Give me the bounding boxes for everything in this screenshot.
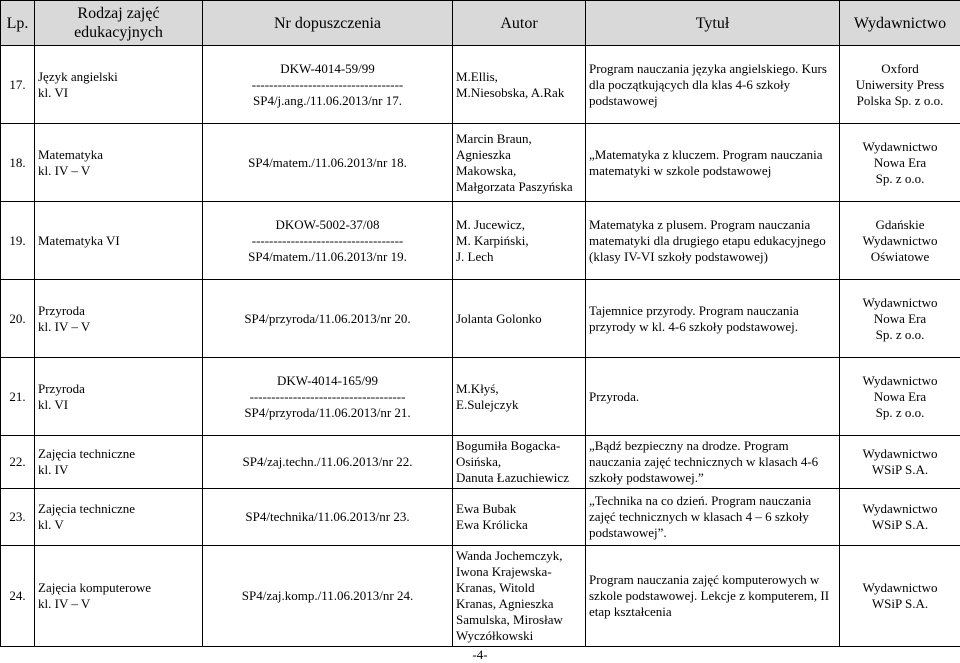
row-rodzaj: Matematyka VI bbox=[35, 202, 203, 280]
row-wydawnictwo: Wydawnictwo WSiP S.A. bbox=[840, 436, 960, 489]
header-wydawnictwo: Wydawnictwo bbox=[840, 1, 960, 46]
row-nr-dopuszczenia: SP4/zaj.komp./11.06.2013/nr 24. bbox=[203, 546, 453, 647]
row-nr-dopuszczenia: SP4/zaj.techn./11.06.2013/nr 22. bbox=[203, 436, 453, 489]
header-rodzaj: Rodzaj zajęć edukacyjnych bbox=[35, 1, 203, 46]
row-autor: Bogumiła Bogacka- Osińska, Danuta Łazuchiewicz bbox=[453, 436, 586, 489]
row-autor: Jolanta Golonko bbox=[453, 280, 586, 358]
row-autor: Ewa Bubak Ewa Królicka bbox=[453, 489, 586, 546]
row-rodzaj: Zajęcia komputerowe kl. IV – V bbox=[35, 546, 203, 647]
row-tytul: Tajemnice przyrody. Program nauczania przyrody w kl. 4-6 szkoły podstawowej. bbox=[586, 280, 840, 358]
row-rodzaj: Przyroda kl. VI bbox=[35, 358, 203, 436]
row-lp: 18. bbox=[1, 124, 35, 202]
table-header-row bbox=[1, 1, 960, 46]
row-autor: M.Ellis, M.Niesobska, A.Rak bbox=[453, 46, 586, 124]
row-lp: 22. bbox=[1, 436, 35, 489]
row-tytul: „Technika na co dzień. Program nauczania zajęć technicznych w klasach 4 – 6 szkoły podstawowej”. bbox=[586, 489, 840, 546]
row-nr-dopuszczenia: DKW-4014-59/99 ----------------------------------- SP4/j.ang./11.06.2013/nr 17. bbox=[203, 46, 453, 124]
table-row bbox=[1, 546, 960, 647]
row-nr-dopuszczenia: DKOW-5002-37/08 ----------------------------------- SP4/matem./11.06.2013/nr 19. bbox=[203, 202, 453, 280]
row-lp: 21. bbox=[1, 358, 35, 436]
header-autor: Autor bbox=[453, 1, 586, 46]
row-wydawnictwo: Wydawnictwo Nowa Era Sp. z o.o. bbox=[840, 280, 960, 358]
row-wydawnictwo: Wydawnictwo Nowa Era Sp. z o.o. bbox=[840, 358, 960, 436]
row-lp: 24. bbox=[1, 546, 35, 647]
row-wydawnictwo: Wydawnictwo Nowa Era Sp. z o.o. bbox=[840, 124, 960, 202]
row-lp: 17. bbox=[1, 46, 35, 124]
row-tytul: Program nauczania języka angielskiego. Kurs dla początkujących dla klas 4-6 szkoły podstawowej bbox=[586, 46, 840, 124]
row-tytul: Przyroda. bbox=[586, 358, 840, 436]
row-lp: 23. bbox=[1, 489, 35, 546]
row-tytul: „Matematyka z kluczem. Program nauczania matematyki w szkole podstawowej bbox=[586, 124, 840, 202]
row-nr-dopuszczenia: SP4/przyroda/11.06.2013/nr 20. bbox=[203, 280, 453, 358]
page-number: -4- bbox=[0, 647, 960, 663]
row-nr-dopuszczenia: DKW-4014-165/99 ------------------------------------ SP4/przyroda/11.06.2013/nr 21. bbox=[203, 358, 453, 436]
table-row bbox=[1, 489, 960, 546]
row-rodzaj: Przyroda kl. IV – V bbox=[35, 280, 203, 358]
row-tytul: Matematyka z plusem. Program nauczania matematyki dla drugiego etapu edukacyjnego (klasy IV-VI szkoły podstawowej) bbox=[586, 202, 840, 280]
table-row bbox=[1, 124, 960, 202]
row-tytul: „Bądź bezpieczny na drodze. Program nauczania zajęć technicznych w klasach 4-6 szkoły podstawowej.” bbox=[586, 436, 840, 489]
row-rodzaj: Język angielski kl. VI bbox=[35, 46, 203, 124]
row-autor: M.Kłyś, E.Sulejczyk bbox=[453, 358, 586, 436]
table-row bbox=[1, 46, 960, 124]
row-autor: M. Jucewicz, M. Karpiński, J. Lech bbox=[453, 202, 586, 280]
header-nr: Nr dopuszczenia bbox=[203, 1, 453, 46]
table-row bbox=[1, 436, 960, 489]
row-lp: 19. bbox=[1, 202, 35, 280]
row-wydawnictwo: Gdańskie Wydawnictwo Oświatowe bbox=[840, 202, 960, 280]
row-autor: Wanda Jochemczyk, Iwona Krajewska- Kranas, Witold Kranas, Agnieszka Samulska, Mirosław Wyczółkowski bbox=[453, 546, 586, 647]
row-tytul: Program nauczania zajęć komputerowych w szkole podstawowej. Lekcje z komputerem, II etap kształcenia bbox=[586, 546, 840, 647]
table-row bbox=[1, 202, 960, 280]
row-rodzaj: Zajęcia techniczne kl. V bbox=[35, 489, 203, 546]
row-nr-dopuszczenia: SP4/matem./11.06.2013/nr 18. bbox=[203, 124, 453, 202]
row-rodzaj: Zajęcia techniczne kl. IV bbox=[35, 436, 203, 489]
row-wydawnictwo: Wydawnictwo WSiP S.A. bbox=[840, 546, 960, 647]
row-nr-dopuszczenia: SP4/technika/11.06.2013/nr 23. bbox=[203, 489, 453, 546]
row-lp: 20. bbox=[1, 280, 35, 358]
header-lp: Lp. bbox=[1, 1, 35, 46]
header-tytul: Tytuł bbox=[586, 1, 840, 46]
row-rodzaj: Matematyka kl. IV – V bbox=[35, 124, 203, 202]
table-row bbox=[1, 280, 960, 358]
table-row bbox=[1, 358, 960, 436]
row-wydawnictwo: Wydawnictwo WSiP S.A. bbox=[840, 489, 960, 546]
row-autor: Marcin Braun, Agnieszka Makowska, Małgorzata Paszyńska bbox=[453, 124, 586, 202]
row-wydawnictwo: Oxford Uniwersity Press Polska Sp. z o.o. bbox=[840, 46, 960, 124]
